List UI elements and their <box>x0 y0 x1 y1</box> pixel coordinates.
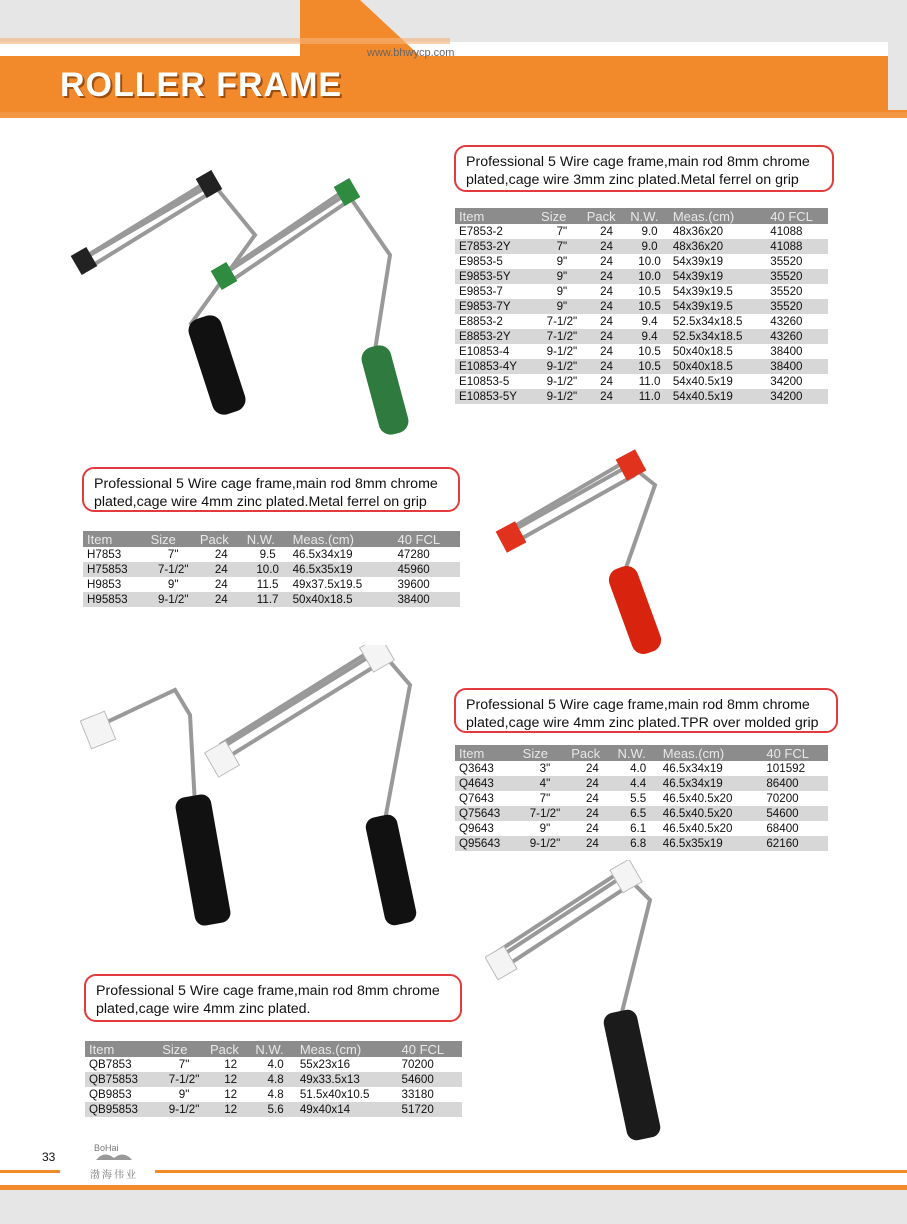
table-cell: 52.5x34x18.5 <box>672 315 743 328</box>
table-cell: 70200 <box>401 1058 434 1071</box>
table-cell: E9853-5Y <box>455 269 537 284</box>
table-cell: 9" <box>539 822 551 835</box>
table-row <box>455 776 828 791</box>
table-cell: 24 <box>600 225 613 238</box>
table-cell: 54x39x19.5 <box>669 299 766 314</box>
table-cell: H9853 <box>87 578 122 591</box>
table-cell: 6.1 <box>630 822 647 835</box>
table-cell: 7" <box>167 548 179 561</box>
table-cell: E9853-5 <box>459 255 503 268</box>
table-cell: Q95643 <box>455 836 519 851</box>
table-cell: 4.8 <box>251 1072 295 1087</box>
table-row <box>455 314 828 329</box>
logo-wordmark: BoHai <box>94 1143 119 1153</box>
table-cell: 48x36x20 <box>672 225 724 238</box>
table-cell: 6.8 <box>614 836 659 851</box>
col-size: Size <box>519 745 568 761</box>
table-row <box>455 359 828 374</box>
table-cell: 9-1/2" <box>519 836 568 851</box>
table-row <box>85 1102 462 1117</box>
description-box-2: Professional 5 Wire cage frame,main rod 8mm chrome plated,cage wire 4mm zinc plated.Metal ferrel on grip <box>82 467 460 512</box>
table-cell: H7853 <box>87 548 122 561</box>
table-cell: 24 <box>567 806 613 821</box>
table-cell: 11.7 <box>243 592 289 607</box>
col-nw: N.W. <box>251 1041 295 1057</box>
footer-line-left <box>0 1170 60 1173</box>
table-cell: 24 <box>585 792 599 805</box>
table-row <box>85 1087 462 1102</box>
table-row <box>83 592 460 607</box>
table-cell: H75853 <box>83 562 147 577</box>
col-nw: N.W. <box>243 531 289 547</box>
col-fcl: 40 FCL <box>398 1041 462 1057</box>
table-cell: 10.5 <box>638 285 661 298</box>
table-cell: 46.5x34x19 <box>659 776 763 791</box>
table-cell: 9.5 <box>259 548 276 561</box>
col-nw: N.W. <box>614 745 659 761</box>
table-cell: 54600 <box>762 806 828 821</box>
table-row <box>455 821 828 836</box>
description-box-4: Professional 5 Wire cage frame,main rod 8mm chrome plated,cage wire 4mm zinc plated. <box>84 974 462 1022</box>
table-cell: 86400 <box>762 776 828 791</box>
table-header-row <box>455 745 828 761</box>
table-cell: Q75643 <box>455 806 519 821</box>
table-cell: 12 <box>224 1088 238 1101</box>
table-cell: 46.5x40.5x20 <box>659 806 763 821</box>
table-cell: 43260 <box>770 315 803 328</box>
table-cell: 24 <box>583 299 627 314</box>
table-cell: 24 <box>600 285 613 298</box>
table-cell: 54600 <box>398 1072 462 1087</box>
table-cell: 51.5x40x10.5 <box>299 1088 370 1101</box>
col-fcl: 40 FCL <box>766 208 828 224</box>
table-cell: 70200 <box>766 792 799 805</box>
table-cell: 12 <box>206 1072 251 1087</box>
table-cell: 24 <box>600 255 613 268</box>
table-cell: QB9853 <box>89 1088 132 1101</box>
table-cell: E10853-4 <box>459 345 510 358</box>
table-cell: 9-1/2" <box>537 389 583 404</box>
table-cell: 49x33.5x13 <box>296 1072 398 1087</box>
table-cell: QB7853 <box>89 1058 132 1071</box>
footer-grey-band <box>0 1185 907 1224</box>
table-header-row <box>85 1041 462 1057</box>
col-meas: Meas.(cm) <box>289 531 394 547</box>
table-cell: 9.4 <box>641 315 658 328</box>
table-cell: 101592 <box>766 762 806 775</box>
table-cell: 24 <box>583 239 627 254</box>
table-header-row <box>455 208 828 224</box>
table-cell: 9" <box>556 285 568 298</box>
table-cell: 11.0 <box>638 375 661 388</box>
table-cell: 50x40x18.5 <box>669 359 766 374</box>
table-cell: 35520 <box>770 255 803 268</box>
table-cell: 12 <box>224 1058 238 1071</box>
table-row <box>455 389 828 404</box>
col-pack: Pack <box>583 208 627 224</box>
table-cell: 41088 <box>770 225 803 238</box>
table-cell: 11.0 <box>626 389 669 404</box>
col-nw: N.W. <box>626 208 669 224</box>
table-cell: 55x23x16 <box>299 1058 351 1071</box>
table-row <box>85 1057 462 1072</box>
table-cell: 10.0 <box>243 562 289 577</box>
table-cell: 4.0 <box>630 762 647 775</box>
table-cell: 35520 <box>766 299 828 314</box>
table-cell: E10853-5Y <box>455 389 537 404</box>
table-cell: 7-1/2" <box>147 562 196 577</box>
product-image-roller-frames-black-green <box>70 165 450 435</box>
col-item: Item <box>455 208 537 224</box>
table-cell: E10853-4Y <box>455 359 537 374</box>
table-row <box>455 329 828 344</box>
table-row <box>455 791 828 806</box>
table-cell: 50x40x18.5 <box>672 345 733 358</box>
table-cell: 7-1/2" <box>158 1072 206 1087</box>
table-cell: E9853-7 <box>459 285 503 298</box>
table-cell: 3" <box>539 762 551 775</box>
table-cell: 7" <box>539 792 551 805</box>
col-meas: Meas.(cm) <box>669 208 766 224</box>
table-cell: 46.5x40.5x20 <box>662 792 733 805</box>
table-cell: 10.0 <box>638 255 661 268</box>
table-cell: 7" <box>537 239 583 254</box>
table-cell: 24 <box>585 762 599 775</box>
table-cell: 5.6 <box>251 1102 295 1117</box>
col-size: Size <box>158 1041 206 1057</box>
table-cell: E9853-7Y <box>455 299 537 314</box>
table-cell: 9.4 <box>626 329 669 344</box>
table-cell: 38400 <box>770 345 803 358</box>
table-cell: 62160 <box>762 836 828 851</box>
col-fcl: 40 FCL <box>762 745 828 761</box>
table-cell: QB95853 <box>85 1102 158 1117</box>
spec-table-2 <box>83 531 460 607</box>
table-cell: E8853-2 <box>459 315 503 328</box>
table-cell: 9-1/2" <box>537 359 583 374</box>
spec-table-1 <box>455 208 828 404</box>
table-cell: 11.5 <box>256 578 279 591</box>
table-cell: 9-1/2" <box>147 592 196 607</box>
table-cell: 4.8 <box>267 1088 284 1101</box>
table-cell: 43260 <box>766 329 828 344</box>
table-cell: 47280 <box>397 548 430 561</box>
table-cell: 10.5 <box>626 299 669 314</box>
table-cell: 4.4 <box>614 776 659 791</box>
table-cell: 38400 <box>393 592 460 607</box>
table-cell: 10.5 <box>638 345 661 358</box>
table-cell: 35520 <box>770 285 803 298</box>
table-cell: 54x39x19 <box>672 255 724 268</box>
table-cell: 9-1/2" <box>158 1102 206 1117</box>
table-cell: 24 <box>583 359 627 374</box>
table-cell: 51720 <box>398 1102 462 1117</box>
table-cell: 12 <box>206 1102 251 1117</box>
table-cell: 38400 <box>766 359 828 374</box>
table-cell: 49x37.5x19.5 <box>292 578 363 591</box>
col-size: Size <box>537 208 583 224</box>
table-row <box>455 836 828 851</box>
table-cell: 54x40.5x19 <box>669 389 766 404</box>
table-cell: Q7643 <box>459 792 494 805</box>
table-cell: 24 <box>600 375 613 388</box>
table-cell: 7" <box>178 1058 190 1071</box>
table-cell: 50x40x18.5 <box>289 592 394 607</box>
table-cell: 54x40.5x19 <box>672 375 733 388</box>
table-cell: 54x39x19.5 <box>672 285 733 298</box>
table-cell: QB75853 <box>85 1072 158 1087</box>
logo-icon <box>94 1150 134 1164</box>
table-row <box>455 284 828 299</box>
table-cell: 24 <box>214 578 228 591</box>
table-cell: 34200 <box>766 389 828 404</box>
footer-orange-line <box>0 1185 907 1190</box>
table-cell: Q4643 <box>455 776 519 791</box>
table-cell: 48x36x20 <box>669 239 766 254</box>
table-row <box>455 254 828 269</box>
table-cell: 24 <box>583 269 627 284</box>
table-cell: 46.5x35x19 <box>289 562 394 577</box>
table-cell: 46.5x35x19 <box>659 836 763 851</box>
table-cell: 10.0 <box>626 269 669 284</box>
table-row <box>83 562 460 577</box>
table-cell: 34200 <box>770 375 803 388</box>
table-cell: 9.0 <box>626 239 669 254</box>
table-row <box>455 239 828 254</box>
table-cell: 39600 <box>397 578 430 591</box>
table-cell: 5.5 <box>630 792 647 805</box>
table-cell: 24 <box>196 592 243 607</box>
table-cell: 9-1/2" <box>546 375 578 388</box>
col-size: Size <box>147 531 196 547</box>
table-cell: 9" <box>537 299 583 314</box>
col-item: Item <box>83 531 147 547</box>
table-cell: 7-1/2" <box>546 315 578 328</box>
table-row <box>83 547 460 562</box>
table-cell: 6.5 <box>614 806 659 821</box>
table-cell: E10853-5 <box>459 375 510 388</box>
table-cell: 9" <box>537 269 583 284</box>
table-cell: E7853-2 <box>459 225 503 238</box>
table-row <box>455 806 828 821</box>
table-cell: 24 <box>583 329 627 344</box>
description-box-3: Professional 5 Wire cage frame,main rod 8mm chrome plated,cage wire 4mm zinc plated.TPR over molded grip <box>454 688 838 733</box>
table-cell: 33180 <box>401 1088 434 1101</box>
col-pack: Pack <box>567 745 613 761</box>
table-cell: 7-1/2" <box>537 329 583 344</box>
table-cell: 52.5x34x18.5 <box>669 329 766 344</box>
table-cell: 54x39x19 <box>669 269 766 284</box>
col-meas: Meas.(cm) <box>296 1041 398 1057</box>
product-image-roller-frame-black-yellow <box>485 860 685 1150</box>
table-cell: H95853 <box>83 592 147 607</box>
table-cell: 9" <box>556 255 568 268</box>
table-cell: 10.5 <box>626 359 669 374</box>
col-item: Item <box>455 745 519 761</box>
table-row <box>455 344 828 359</box>
table-cell: 9" <box>167 578 179 591</box>
col-item: Item <box>85 1041 158 1057</box>
table-row <box>83 577 460 592</box>
table-cell: Q3643 <box>459 762 494 775</box>
header-graphic <box>0 0 907 125</box>
table-cell: 41088 <box>766 239 828 254</box>
table-header-row <box>83 531 460 547</box>
table-cell: 45960 <box>393 562 460 577</box>
table-cell: E7853-2Y <box>455 239 537 254</box>
table-row <box>455 224 828 239</box>
table-cell: 24 <box>600 315 613 328</box>
page-title: ROLLER FRAME <box>60 66 343 104</box>
table-row <box>455 374 828 389</box>
spec-table-3 <box>455 745 828 851</box>
table-row <box>455 269 828 284</box>
table-row <box>455 761 828 776</box>
table-cell: 4.0 <box>267 1058 284 1071</box>
table-cell: 9.0 <box>641 225 658 238</box>
product-image-roller-frames-tpr <box>80 645 440 930</box>
table-cell: 46.5x34x19 <box>662 762 723 775</box>
table-cell: 24 <box>196 562 243 577</box>
website-url: www.bhwycp.com <box>367 47 455 59</box>
logo-chinese-name: 渤海伟业 <box>90 1170 138 1181</box>
product-image-roller-frame-red <box>490 445 720 665</box>
table-cell: 24 <box>600 345 613 358</box>
table-cell: 4" <box>519 776 568 791</box>
table-row <box>455 299 828 314</box>
table-cell: 7-1/2" <box>519 806 568 821</box>
col-fcl: 40 FCL <box>393 531 460 547</box>
description-box-1: Professional 5 Wire cage frame,main rod 8mm chrome plated,cage wire 3mm zinc plated.Metal ferrel on grip <box>454 145 834 192</box>
spec-table-4 <box>85 1041 462 1117</box>
table-cell: 9" <box>178 1088 190 1101</box>
col-pack: Pack <box>206 1041 251 1057</box>
table-cell: 7" <box>556 225 568 238</box>
col-meas: Meas.(cm) <box>659 745 763 761</box>
table-cell: 24 <box>567 836 613 851</box>
table-cell: 9-1/2" <box>546 345 578 358</box>
table-cell: Q9643 <box>459 822 494 835</box>
col-pack: Pack <box>196 531 243 547</box>
table-cell: 24 <box>567 776 613 791</box>
table-cell: 35520 <box>766 269 828 284</box>
table-cell: E8853-2Y <box>455 329 537 344</box>
table-cell: 49x40x14 <box>296 1102 398 1117</box>
table-row <box>85 1072 462 1087</box>
footer-line-right <box>155 1170 907 1173</box>
page-number: 33 <box>42 1150 56 1164</box>
table-cell: 46.5x34x19 <box>292 548 353 561</box>
table-cell: 24 <box>214 548 228 561</box>
table-cell: 46.5x40.5x20 <box>662 822 733 835</box>
table-cell: 24 <box>585 822 599 835</box>
table-cell: 68400 <box>766 822 799 835</box>
table-cell: 24 <box>583 389 627 404</box>
